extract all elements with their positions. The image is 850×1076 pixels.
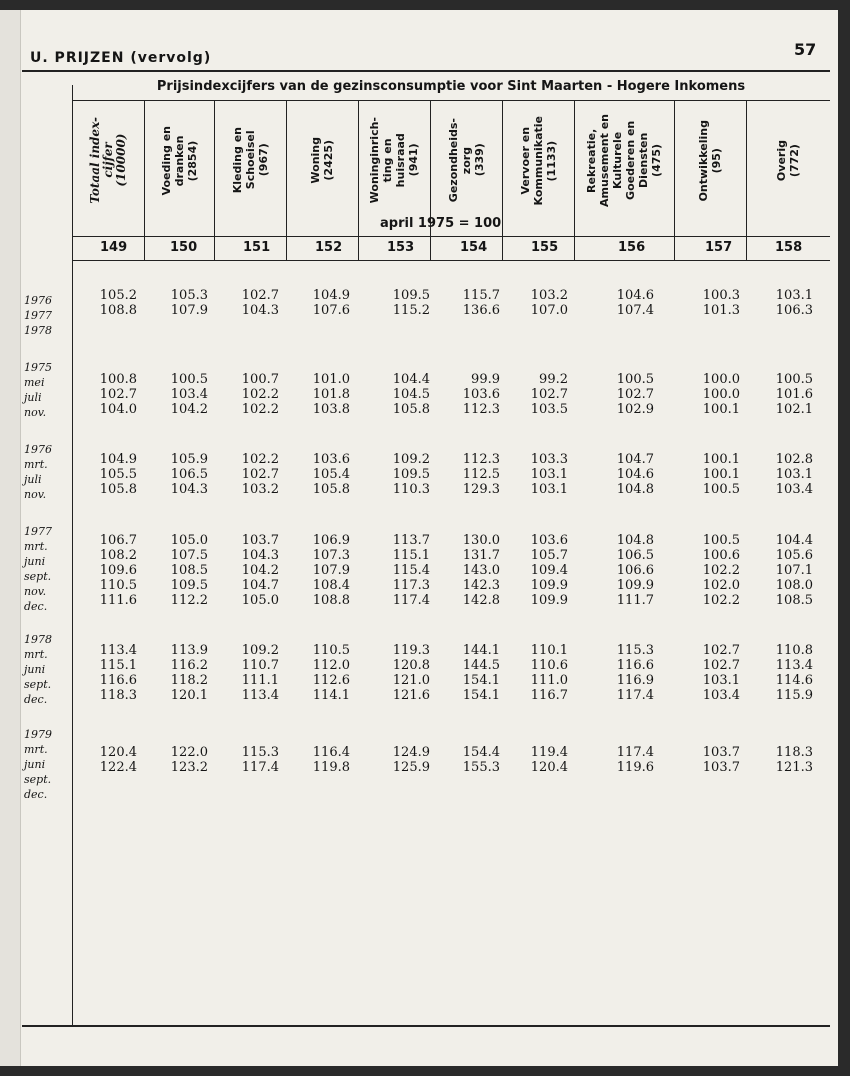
- table-cell: 105.8: [312, 482, 350, 497]
- row-label: mrt.: [24, 540, 48, 553]
- table-cell: 103.7: [702, 745, 740, 760]
- table-cell: 154.4: [462, 745, 500, 760]
- base-period-note: april 1975 = 100: [380, 216, 502, 231]
- table-cell: 117.4: [616, 745, 654, 760]
- table-cell: 105.0: [170, 533, 208, 548]
- table-cell: 104.9: [99, 452, 137, 467]
- column-header: [574, 103, 674, 218]
- table-cell: 155.3: [462, 760, 500, 775]
- table-cell: 110.3: [392, 482, 430, 497]
- table-cell: 100.5: [170, 372, 208, 387]
- table-cell: 105.8: [99, 482, 137, 497]
- table-cell: 113.4: [775, 658, 813, 673]
- table-cell: 115.2: [392, 303, 430, 318]
- table-cell: 102.8: [775, 452, 813, 467]
- table-cell: 104.4: [775, 533, 813, 548]
- table-cell: 105.3: [170, 288, 208, 303]
- table-cell: 101.0: [312, 372, 350, 387]
- column-number: 155: [531, 240, 559, 255]
- table-cell: 104.7: [616, 452, 654, 467]
- table-cell: 103.2: [530, 288, 568, 303]
- row-label: 1976: [24, 294, 52, 307]
- table-cell: 117.4: [241, 760, 279, 775]
- table-cell: 143.0: [462, 563, 500, 578]
- table-cell: 110.5: [312, 643, 350, 658]
- table-cell: 118.3: [775, 745, 813, 760]
- row-label: mei: [24, 376, 45, 389]
- table-cell: 121.6: [392, 688, 430, 703]
- table-cell: 100.5: [702, 533, 740, 548]
- table-cell: 102.2: [702, 593, 740, 608]
- column-number: 158: [775, 240, 803, 255]
- table-cell: 142.3: [462, 578, 500, 593]
- column-header-label: Rekreatie, Amusement en Kulturele Goederen en Diensten (475): [585, 114, 663, 207]
- page-binding-edge: [0, 10, 21, 1066]
- table-cell: 103.1: [702, 673, 740, 688]
- row-label: sept.: [24, 678, 52, 691]
- table-cell: 106.5: [170, 467, 208, 482]
- table-cell: 104.6: [616, 288, 654, 303]
- table-cell: 108.8: [99, 303, 137, 318]
- column-header: [358, 103, 430, 218]
- table-cell: 102.7: [99, 387, 137, 402]
- table-cell: 109.9: [530, 578, 568, 593]
- table-cell: 116.2: [170, 658, 208, 673]
- table-cell: 111.0: [530, 673, 568, 688]
- top-rule: [22, 70, 830, 72]
- table-cell: 107.3: [312, 548, 350, 563]
- table-cell: 104.8: [616, 482, 654, 497]
- table-cell: 104.5: [392, 387, 430, 402]
- table-cell: 113.9: [170, 643, 208, 658]
- table-cell: 122.4: [99, 760, 137, 775]
- row-label: mrt.: [24, 743, 48, 756]
- row-label: sept.: [24, 773, 52, 786]
- table-cell: 102.7: [241, 467, 279, 482]
- table-cell: 116.6: [616, 658, 654, 673]
- table-cell: 154.1: [462, 688, 500, 703]
- column-number: 153: [387, 240, 415, 255]
- table-cell: 116.9: [616, 673, 654, 688]
- column-header: [746, 103, 830, 218]
- row-label: sept.: [24, 570, 52, 583]
- table-cell: 99.9: [471, 372, 500, 387]
- table-cell: 105.2: [99, 288, 137, 303]
- row-label: 1978: [24, 324, 52, 337]
- column-header-label: Kleding en Schoeisel (967): [230, 127, 270, 194]
- column-header-label: Gezondheids- zorg (339): [446, 118, 486, 203]
- bottom-rule: [22, 1025, 830, 1027]
- table-cell: 100.5: [702, 482, 740, 497]
- table-cell: 103.3: [530, 452, 568, 467]
- table-cell: 121.0: [392, 673, 430, 688]
- table-cell: 108.0: [775, 578, 813, 593]
- column-header: [502, 103, 574, 218]
- table-cell: 125.9: [392, 760, 430, 775]
- table-cell: 102.7: [616, 387, 654, 402]
- table-cell: 105.7: [530, 548, 568, 563]
- table-cell: 110.1: [530, 643, 568, 658]
- table-cell: 103.4: [170, 387, 208, 402]
- table-cell: 112.2: [170, 593, 208, 608]
- table-cell: 111.1: [241, 673, 279, 688]
- table-cell: 101.6: [775, 387, 813, 402]
- table-cell: 112.5: [462, 467, 500, 482]
- section-header: U. PRIJZEN (vervolg): [30, 50, 212, 66]
- table-cell: 105.5: [99, 467, 137, 482]
- column-number: 150: [170, 240, 198, 255]
- table-cell: 117.4: [616, 688, 654, 703]
- table-cell: 103.4: [775, 482, 813, 497]
- row-label: 1979: [24, 728, 52, 741]
- table-cell: 109.9: [530, 593, 568, 608]
- table-cell: 106.3: [775, 303, 813, 318]
- table-cell: 103.1: [530, 482, 568, 497]
- table-cell: 117.3: [392, 578, 430, 593]
- table-cell: 102.2: [702, 563, 740, 578]
- column-header-label: Overig (772): [775, 139, 801, 182]
- table-cell: 100.3: [702, 288, 740, 303]
- table-cell: 109.5: [392, 288, 430, 303]
- table-cell: 119.4: [530, 745, 568, 760]
- row-label: 1978: [24, 633, 52, 646]
- row-label: 1976: [24, 443, 52, 456]
- table-cell: 115.4: [392, 563, 430, 578]
- table-cell: 103.5: [530, 402, 568, 417]
- table-cell: 116.7: [530, 688, 568, 703]
- table-cell: 102.7: [702, 643, 740, 658]
- table-cell: 110.8: [775, 643, 813, 658]
- table-cell: 107.6: [312, 303, 350, 318]
- table-cell: 114.1: [312, 688, 350, 703]
- column-header-label: Ontwikkeling (95): [697, 119, 723, 202]
- table-cell: 123.2: [170, 760, 208, 775]
- column-header: [674, 103, 746, 218]
- table-cell: 109.9: [616, 578, 654, 593]
- table-cell: 102.7: [702, 658, 740, 673]
- table-cell: 115.1: [99, 658, 137, 673]
- table-cell: 102.0: [702, 578, 740, 593]
- table-cell: 105.6: [775, 548, 813, 563]
- table-cell: 100.1: [702, 467, 740, 482]
- table-cell: 113.4: [99, 643, 137, 658]
- table-cell: 103.8: [312, 402, 350, 417]
- show-through-text: [95, 1032, 775, 1066]
- table-cell: 116.4: [312, 745, 350, 760]
- table-cell: 108.4: [312, 578, 350, 593]
- column-number: 151: [243, 240, 271, 255]
- table-cell: 129.3: [462, 482, 500, 497]
- table-cell: 104.7: [241, 578, 279, 593]
- column-number: 156: [618, 240, 646, 255]
- table-cell: 117.4: [392, 593, 430, 608]
- row-label: mrt.: [24, 648, 48, 661]
- table-cell: 109.6: [99, 563, 137, 578]
- table-cell: 105.0: [241, 593, 279, 608]
- table-cell: 108.5: [170, 563, 208, 578]
- table-cell: 103.1: [775, 288, 813, 303]
- table-cell: 99.2: [539, 372, 568, 387]
- row-label: 1977: [24, 525, 52, 538]
- table-cell: 144.1: [462, 643, 500, 658]
- table-cell: 124.9: [392, 745, 430, 760]
- table-cell: 120.8: [392, 658, 430, 673]
- table-cell: 107.9: [312, 563, 350, 578]
- table-cell: 108.8: [312, 593, 350, 608]
- table-cell: 121.3: [775, 760, 813, 775]
- row-label: nov.: [24, 406, 47, 419]
- table-cell: 103.7: [702, 760, 740, 775]
- column-divider: [72, 85, 73, 1025]
- row-label: 1977: [24, 309, 52, 322]
- table-cell: 103.4: [702, 688, 740, 703]
- table-cell: 107.5: [170, 548, 208, 563]
- table-cell: 103.1: [775, 467, 813, 482]
- row-label: juni: [24, 555, 46, 568]
- table-cell: 108.2: [99, 548, 137, 563]
- table-cell: 120.4: [530, 760, 568, 775]
- table-cell: 102.2: [241, 452, 279, 467]
- table-cell: 111.6: [99, 593, 137, 608]
- row-label: nov.: [24, 585, 47, 598]
- table-cell: 115.1: [392, 548, 430, 563]
- table-cell: 109.5: [170, 578, 208, 593]
- column-header-label: Woning (2425): [309, 137, 335, 184]
- table-cell: 120.1: [170, 688, 208, 703]
- table-cell: 100.8: [99, 372, 137, 387]
- table-cell: 107.1: [775, 563, 813, 578]
- column-number-rule: [72, 260, 830, 261]
- table-cell: 111.7: [616, 593, 654, 608]
- table-cell: 102.9: [616, 402, 654, 417]
- table-cell: 120.4: [99, 745, 137, 760]
- table-cell: 110.7: [241, 658, 279, 673]
- table-cell: 100.7: [241, 372, 279, 387]
- table-cell: 115.7: [462, 288, 500, 303]
- column-header: [214, 103, 286, 218]
- table-cell: 101.8: [312, 387, 350, 402]
- table-cell: 103.1: [530, 467, 568, 482]
- table-cell: 113.4: [241, 688, 279, 703]
- table-cell: 103.2: [241, 482, 279, 497]
- table-cell: 103.6: [462, 387, 500, 402]
- row-label: juli: [24, 391, 42, 404]
- table-cell: 100.5: [775, 372, 813, 387]
- table-cell: 142.8: [462, 593, 500, 608]
- table-cell: 118.3: [99, 688, 137, 703]
- table-cell: 104.4: [392, 372, 430, 387]
- table-cell: 106.5: [616, 548, 654, 563]
- table-cell: 109.4: [530, 563, 568, 578]
- column-header: [430, 103, 502, 218]
- table-cell: 104.6: [616, 467, 654, 482]
- table-cell: 105.8: [392, 402, 430, 417]
- header-rule: [72, 236, 830, 237]
- table-cell: 105.4: [312, 467, 350, 482]
- table-cell: 130.0: [462, 533, 500, 548]
- table-cell: 100.5: [616, 372, 654, 387]
- column-number: 154: [460, 240, 488, 255]
- table-cell: 102.2: [241, 402, 279, 417]
- column-header-label: Voeding en dranken (2854): [159, 125, 199, 196]
- table-cell: 119.6: [616, 760, 654, 775]
- column-number: 149: [100, 240, 128, 255]
- table-cell: 108.5: [775, 593, 813, 608]
- table-cell: 112.6: [312, 673, 350, 688]
- table-cell: 102.1: [775, 402, 813, 417]
- table-cell: 110.5: [99, 578, 137, 593]
- table-cell: 100.1: [702, 402, 740, 417]
- table-cell: 109.5: [392, 467, 430, 482]
- table-cell: 104.3: [170, 482, 208, 497]
- column-header-label: Totaal index- cijfer (10000): [87, 117, 128, 204]
- table-cell: 101.3: [702, 303, 740, 318]
- table-cell: 104.9: [312, 288, 350, 303]
- table-cell: 131.7: [462, 548, 500, 563]
- table-cell: 100.0: [702, 387, 740, 402]
- table-cell: 105.9: [170, 452, 208, 467]
- row-label: mrt.: [24, 458, 48, 471]
- table-cell: 110.6: [530, 658, 568, 673]
- table-cell: 104.2: [241, 563, 279, 578]
- table-cell: 122.0: [170, 745, 208, 760]
- table-cell: 103.7: [241, 533, 279, 548]
- column-header: [144, 103, 214, 218]
- table-cell: 119.3: [392, 643, 430, 658]
- table-title: Prijsindexcijfers van de gezinsconsumptie voor Sint Maarten - Hogere Inkomens: [72, 74, 830, 101]
- table-cell: 112.0: [312, 658, 350, 673]
- row-label: juli: [24, 473, 42, 486]
- table-cell: 116.6: [99, 673, 137, 688]
- row-label: dec.: [24, 693, 48, 706]
- row-label: juni: [24, 758, 46, 771]
- document-page: [0, 10, 838, 1066]
- table-cell: 144.5: [462, 658, 500, 673]
- table-cell: 136.6: [462, 303, 500, 318]
- table-cell: 106.6: [616, 563, 654, 578]
- table-cell: 104.3: [241, 303, 279, 318]
- table-cell: 115.3: [241, 745, 279, 760]
- table-cell: 104.0: [99, 402, 137, 417]
- table-cell: 106.9: [312, 533, 350, 548]
- row-label: dec.: [24, 788, 48, 801]
- table-cell: 103.6: [530, 533, 568, 548]
- table-cell: 104.8: [616, 533, 654, 548]
- table-cell: 107.0: [530, 303, 568, 318]
- table-cell: 103.6: [312, 452, 350, 467]
- table-cell: 109.2: [392, 452, 430, 467]
- row-label: juni: [24, 663, 46, 676]
- table-cell: 100.0: [702, 372, 740, 387]
- column-header-label: Woninginrich- ting en huisraad (941): [368, 117, 420, 204]
- table-cell: 107.9: [170, 303, 208, 318]
- column-header: [286, 103, 358, 218]
- table-cell: 118.2: [170, 673, 208, 688]
- table-cell: 115.9: [775, 688, 813, 703]
- table-cell: 119.8: [312, 760, 350, 775]
- column-header: [72, 103, 144, 218]
- column-number: 152: [315, 240, 343, 255]
- row-label: dec.: [24, 600, 48, 613]
- table-cell: 106.7: [99, 533, 137, 548]
- table-cell: 112.3: [462, 402, 500, 417]
- table-cell: 109.2: [241, 643, 279, 658]
- row-label: nov.: [24, 488, 47, 501]
- table-cell: 113.7: [392, 533, 430, 548]
- table-cell: 102.2: [241, 387, 279, 402]
- table-cell: 107.4: [616, 303, 654, 318]
- table-cell: 112.3: [462, 452, 500, 467]
- column-header-label: Vervoer en Kommunikatie (1133): [518, 115, 558, 206]
- table-cell: 104.2: [170, 402, 208, 417]
- table-cell: 100.6: [702, 548, 740, 563]
- table-cell: 102.7: [530, 387, 568, 402]
- table-cell: 115.3: [616, 643, 654, 658]
- table-cell: 114.6: [775, 673, 813, 688]
- table-cell: 154.1: [462, 673, 500, 688]
- column-number: 157: [705, 240, 733, 255]
- table-cell: 100.1: [702, 452, 740, 467]
- table-cell: 104.3: [241, 548, 279, 563]
- row-label: 1975: [24, 361, 52, 374]
- table-cell: 102.7: [241, 288, 279, 303]
- page-number: 57: [794, 40, 817, 59]
